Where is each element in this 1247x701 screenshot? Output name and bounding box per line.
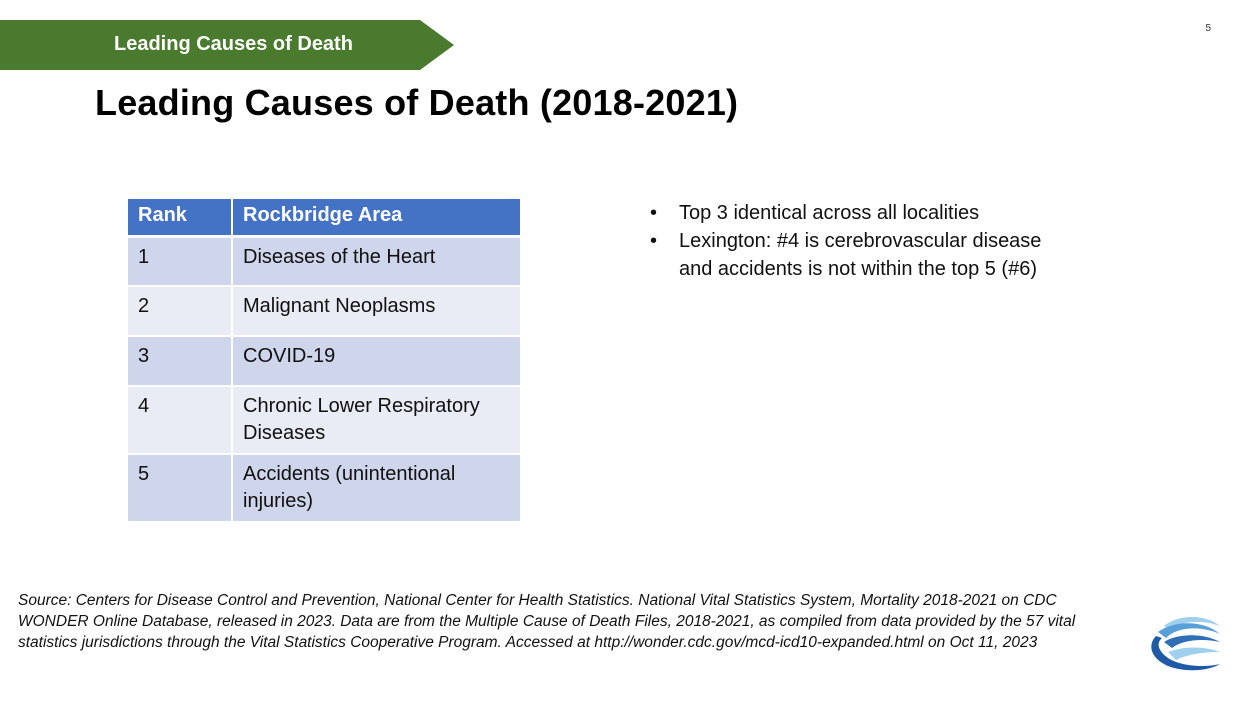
table-row xyxy=(128,336,520,386)
notes-bullet-list xyxy=(650,199,1070,283)
rank-cell: 2 xyxy=(128,286,232,336)
bullet-item: • Top 3 identical across all localities xyxy=(650,199,1070,227)
section-banner-label: Leading Causes of Death xyxy=(114,33,353,55)
rank-cell: 5 xyxy=(128,454,232,522)
page-number: 5 xyxy=(1205,23,1211,34)
rank-cell: 4 xyxy=(128,386,232,454)
cause-cell: Malignant Neoplasms xyxy=(232,286,520,336)
rank-cell: 1 xyxy=(128,236,232,286)
cause-cell: Accidents (unintentional injuries) xyxy=(232,454,520,522)
table-header-area: Rockbridge Area xyxy=(232,199,520,236)
rank-cell: 3 xyxy=(128,336,232,386)
table-row xyxy=(128,454,520,522)
page-title: Leading Causes of Death (2018-2021) xyxy=(95,82,739,123)
table-header-row xyxy=(128,199,520,236)
cause-cell: COVID-19 xyxy=(232,336,520,386)
table-row xyxy=(128,286,520,336)
cause-cell: Chronic Lower Respiratory Diseases xyxy=(232,386,520,454)
section-banner xyxy=(0,20,454,70)
source-citation: Source: Centers for Disease Control and Prevention, National Center for Health Statistics. National Vital Statistics System, Mortality 2018-2021 on CDC WONDER Online Database, released in 2023. Data are from the Multiple Cause of Death Files, 2018-2021, as compiled from data provided by the 57 vital statistics jurisdictions through the Vital Statistics Cooperative Program. Accessed at http://wonder.cdc.gov/mcd-icd10-expanded.html on Oct 11, 2023 xyxy=(18,592,1076,651)
causes-of-death-table xyxy=(128,199,520,523)
table-header-rank: Rank xyxy=(128,199,232,236)
swoosh-logo-icon xyxy=(1144,612,1222,674)
logo-graphic xyxy=(1144,612,1222,674)
bullet-item: • Lexington: #4 is cerebrovascular disease and accidents is not within the top 5 (#6) xyxy=(650,227,1070,283)
cause-cell: Diseases of the Heart xyxy=(232,236,520,286)
table-row xyxy=(128,236,520,286)
table-row xyxy=(128,386,520,454)
